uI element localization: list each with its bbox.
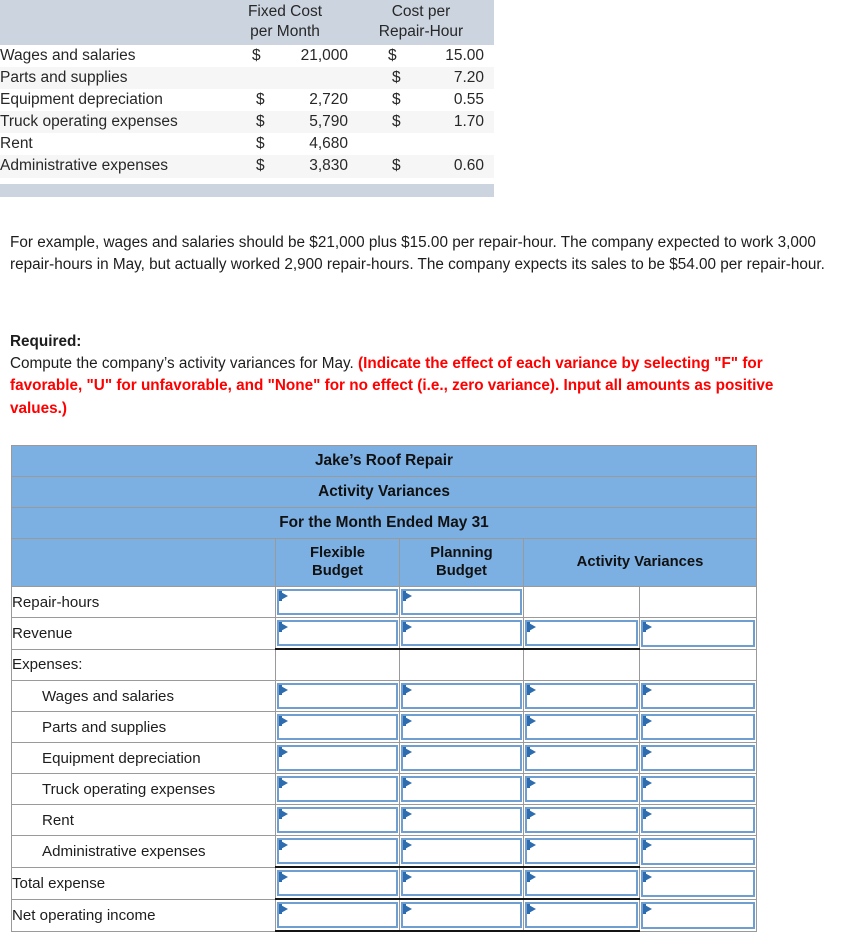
cost-row-rate bbox=[358, 155, 494, 177]
flexible-budget-line1: Flexible bbox=[309, 545, 366, 562]
text-input[interactable] bbox=[401, 589, 522, 615]
input-cell-wages-planning[interactable] bbox=[400, 681, 524, 712]
input-cell-revenue-flexible[interactable] bbox=[276, 618, 400, 650]
input-cell-truck-variance-value[interactable] bbox=[524, 774, 640, 805]
input-cell-rent-planning[interactable] bbox=[400, 805, 524, 836]
input-cell-net-income-variance-value[interactable] bbox=[524, 899, 640, 931]
text-input[interactable] bbox=[277, 589, 398, 615]
table-row bbox=[12, 836, 757, 868]
input-cell-equipment-variance-effect[interactable] bbox=[640, 743, 757, 774]
text-input[interactable] bbox=[401, 714, 522, 740]
fixed-cost-table bbox=[0, 0, 494, 178]
cost-row-fixed-cost bbox=[222, 133, 358, 155]
input-cell-revenue-variance-value[interactable] bbox=[524, 618, 640, 650]
currency-symbol: $ bbox=[256, 135, 265, 153]
cost-row-label: Equipment depreciation bbox=[0, 89, 222, 111]
table-row bbox=[12, 743, 757, 774]
table-row bbox=[12, 712, 757, 743]
input-cell-wages-flexible[interactable] bbox=[276, 681, 400, 712]
input-cell-parts-flexible[interactable] bbox=[276, 712, 400, 743]
cost-header-blank bbox=[0, 0, 222, 45]
input-cell-rent-variance-value[interactable] bbox=[524, 805, 640, 836]
dropdown-select[interactable] bbox=[641, 776, 755, 802]
required-body-text: Compute the company’s activity variances for May. bbox=[10, 355, 359, 373]
table-row bbox=[0, 67, 494, 89]
input-cell-parts-planning[interactable] bbox=[400, 712, 524, 743]
text-input[interactable] bbox=[525, 902, 638, 928]
table-row bbox=[0, 155, 494, 177]
cost-row-label: Rent bbox=[0, 133, 222, 155]
text-input[interactable] bbox=[401, 745, 522, 771]
worksheet-header-activity-variances: Activity Variances bbox=[524, 539, 757, 587]
worksheet-header-flexible-budget bbox=[276, 539, 400, 587]
input-cell-revenue-planning[interactable] bbox=[400, 618, 524, 650]
cost-value: 5,790 bbox=[309, 113, 348, 131]
table-row bbox=[12, 587, 757, 618]
currency-symbol: $ bbox=[392, 157, 401, 175]
row-label-wages-and-salaries: Wages and salaries bbox=[12, 681, 276, 712]
input-cell-net-income-planning[interactable] bbox=[400, 899, 524, 931]
cost-row-rate bbox=[358, 89, 494, 111]
input-cell-parts-variance-value[interactable] bbox=[524, 712, 640, 743]
cost-row-fixed-cost bbox=[222, 89, 358, 111]
text-input[interactable] bbox=[277, 745, 398, 771]
input-cell-total-expense-variance-value[interactable] bbox=[524, 867, 640, 899]
worksheet-title-row-period bbox=[12, 508, 757, 539]
text-input[interactable] bbox=[525, 620, 638, 646]
table-row bbox=[0, 111, 494, 133]
table-row bbox=[0, 89, 494, 111]
cost-row-rate bbox=[358, 133, 494, 155]
dropdown-select[interactable] bbox=[641, 902, 755, 929]
cost-header-cost-per-line2: Repair-Hour bbox=[378, 22, 464, 40]
cost-value: 2,720 bbox=[309, 90, 348, 108]
text-input[interactable] bbox=[277, 807, 398, 833]
cost-value: 3,830 bbox=[309, 157, 348, 175]
cost-row-fixed-cost bbox=[222, 45, 358, 67]
activity-variances-worksheet bbox=[11, 445, 757, 932]
dropdown-select[interactable] bbox=[641, 838, 755, 865]
text-input[interactable] bbox=[525, 776, 638, 802]
input-cell-repair-hours-flexible[interactable] bbox=[276, 587, 400, 618]
cost-row-label: Wages and salaries bbox=[0, 45, 222, 67]
table-row bbox=[12, 681, 757, 712]
row-label-repair-hours: Repair-hours bbox=[12, 587, 276, 618]
flexible-budget-line2: Budget bbox=[312, 562, 363, 579]
input-cell-repair-hours-planning[interactable] bbox=[400, 587, 524, 618]
cost-value: 0.60 bbox=[453, 157, 484, 175]
worksheet-title-row-report bbox=[12, 477, 757, 508]
table-row bbox=[12, 774, 757, 805]
cost-table-footer-band bbox=[0, 184, 494, 197]
worksheet-period: For the Month Ended May 31 bbox=[12, 508, 757, 539]
input-cell-total-expense-planning[interactable] bbox=[400, 867, 524, 899]
planning-budget-line1: Planning bbox=[430, 545, 493, 562]
empty-cell-repair-hours-variance-effect bbox=[640, 587, 757, 618]
cost-value: 4,680 bbox=[309, 135, 348, 153]
cost-header-cost-per-repair-hour bbox=[358, 0, 494, 45]
table-row bbox=[12, 899, 757, 931]
input-cell-parts-variance-effect[interactable] bbox=[640, 712, 757, 743]
table-row bbox=[12, 618, 757, 650]
input-cell-rent-variance-effect[interactable] bbox=[640, 805, 757, 836]
row-label-expenses-heading: Expenses: bbox=[12, 649, 276, 681]
empty-cell-expenses-variance-effect bbox=[640, 649, 757, 681]
empty-cell-expenses-flexible bbox=[276, 649, 400, 681]
row-label-parts-and-supplies: Parts and supplies bbox=[12, 712, 276, 743]
text-input[interactable] bbox=[277, 838, 398, 864]
currency-symbol: $ bbox=[256, 90, 265, 108]
required-title: Required: bbox=[10, 333, 82, 350]
text-input[interactable] bbox=[277, 620, 398, 646]
input-cell-truck-planning[interactable] bbox=[400, 774, 524, 805]
example-paragraph: For example, wages and salaries should be $21,000 plus $15.00 per repair-hour. The company expected to work 3,000 repair-hours in May, but actually worked 2,900 repair-hours. The company expects its sales to be $54.00 per repair-hour. bbox=[10, 234, 825, 274]
text-input[interactable] bbox=[525, 870, 638, 896]
cost-value: 1.70 bbox=[453, 113, 484, 131]
input-cell-equipment-planning[interactable] bbox=[400, 743, 524, 774]
dropdown-select[interactable] bbox=[641, 714, 755, 740]
planning-budget-line2: Budget bbox=[436, 562, 487, 579]
input-cell-admin-planning[interactable] bbox=[400, 836, 524, 868]
input-cell-revenue-variance-effect[interactable] bbox=[640, 618, 757, 650]
row-label-revenue: Revenue bbox=[12, 618, 276, 650]
text-input[interactable] bbox=[277, 776, 398, 802]
text-input[interactable] bbox=[525, 807, 638, 833]
cost-row-label: Administrative expenses bbox=[0, 155, 222, 177]
row-label-rent: Rent bbox=[12, 805, 276, 836]
cost-value: 21,000 bbox=[300, 46, 348, 64]
currency-symbol: $ bbox=[252, 46, 261, 64]
text-input[interactable] bbox=[401, 838, 522, 864]
input-cell-rent-flexible[interactable] bbox=[276, 805, 400, 836]
cost-header-fixed-cost-line2: per Month bbox=[250, 22, 320, 40]
text-input[interactable] bbox=[401, 902, 522, 928]
empty-cell-expenses-planning bbox=[400, 649, 524, 681]
worksheet-title-row-company bbox=[12, 446, 757, 477]
table-row bbox=[0, 133, 494, 155]
input-cell-equipment-flexible[interactable] bbox=[276, 743, 400, 774]
required-instructions bbox=[10, 353, 800, 420]
cost-row-label: Parts and supplies bbox=[0, 67, 222, 89]
cost-row-fixed-cost bbox=[222, 111, 358, 133]
text-input[interactable] bbox=[277, 714, 398, 740]
dropdown-select[interactable] bbox=[641, 683, 755, 709]
dropdown-select[interactable] bbox=[641, 870, 755, 897]
input-cell-net-income-variance-effect[interactable] bbox=[640, 899, 757, 931]
currency-symbol: $ bbox=[392, 68, 401, 86]
dropdown-select[interactable] bbox=[641, 745, 755, 771]
text-input[interactable] bbox=[277, 902, 398, 928]
table-row bbox=[12, 805, 757, 836]
cost-row-fixed-cost bbox=[222, 155, 358, 177]
text-input[interactable] bbox=[401, 776, 522, 802]
input-cell-wages-variance-effect[interactable] bbox=[640, 681, 757, 712]
input-cell-admin-variance-effect[interactable] bbox=[640, 836, 757, 868]
row-label-total-expense: Total expense bbox=[12, 867, 276, 899]
cost-row-rate bbox=[358, 45, 494, 67]
row-label-net-operating-income: Net operating income bbox=[12, 899, 276, 931]
currency-symbol: $ bbox=[392, 113, 401, 131]
cost-header-fixed-cost bbox=[222, 0, 358, 45]
text-input[interactable] bbox=[277, 683, 398, 709]
input-cell-net-income-flexible[interactable] bbox=[276, 899, 400, 931]
input-cell-admin-variance-value[interactable] bbox=[524, 836, 640, 868]
worksheet-header-blank bbox=[12, 539, 276, 587]
table-row bbox=[12, 649, 757, 681]
worksheet-header-planning-budget bbox=[400, 539, 524, 587]
text-input[interactable] bbox=[525, 714, 638, 740]
cost-header-cost-per-line1: Cost per bbox=[391, 3, 451, 20]
worksheet-report-name: Activity Variances bbox=[12, 477, 757, 508]
cost-value: 7.20 bbox=[453, 68, 484, 86]
cost-value: 0.55 bbox=[453, 90, 484, 108]
worksheet-column-header-row bbox=[12, 539, 757, 587]
cost-table-header-row bbox=[0, 0, 494, 45]
empty-cell-expenses-variance-value bbox=[524, 649, 640, 681]
currency-symbol: $ bbox=[256, 157, 265, 175]
input-cell-equipment-variance-value[interactable] bbox=[524, 743, 640, 774]
table-row bbox=[12, 867, 757, 899]
text-input[interactable] bbox=[525, 683, 638, 709]
fixed-cost-table-container bbox=[0, 0, 494, 197]
table-row bbox=[0, 45, 494, 67]
input-cell-truck-flexible[interactable] bbox=[276, 774, 400, 805]
row-label-administrative-expenses: Administrative expenses bbox=[12, 836, 276, 868]
worksheet-company-name: Jake’s Roof Repair bbox=[12, 446, 757, 477]
text-input[interactable] bbox=[525, 838, 638, 864]
currency-symbol: $ bbox=[388, 46, 397, 64]
cost-row-fixed-cost bbox=[222, 67, 358, 89]
input-cell-admin-flexible[interactable] bbox=[276, 836, 400, 868]
dropdown-select[interactable] bbox=[641, 807, 755, 833]
input-cell-total-expense-flexible[interactable] bbox=[276, 867, 400, 899]
text-input[interactable] bbox=[277, 870, 398, 896]
row-label-truck-operating-expenses: Truck operating expenses bbox=[12, 774, 276, 805]
text-input[interactable] bbox=[401, 870, 522, 896]
text-input[interactable] bbox=[525, 745, 638, 771]
row-label-equipment-depreciation: Equipment depreciation bbox=[12, 743, 276, 774]
required-section bbox=[10, 331, 800, 420]
currency-symbol: $ bbox=[256, 113, 265, 131]
currency-symbol: $ bbox=[392, 90, 401, 108]
text-input[interactable] bbox=[401, 683, 522, 709]
dropdown-select[interactable] bbox=[641, 620, 755, 647]
cost-row-label: Truck operating expenses bbox=[0, 111, 222, 133]
cost-row-rate bbox=[358, 111, 494, 133]
input-cell-total-expense-variance-effect[interactable] bbox=[640, 867, 757, 899]
activity-variances-worksheet-container bbox=[11, 445, 756, 932]
empty-cell-repair-hours-variance-value bbox=[524, 587, 640, 618]
text-input[interactable] bbox=[401, 807, 522, 833]
text-input[interactable] bbox=[401, 620, 522, 646]
cost-row-rate bbox=[358, 67, 494, 89]
cost-header-fixed-cost-line1: Fixed Cost bbox=[247, 3, 323, 20]
cost-value: 15.00 bbox=[445, 46, 484, 64]
required-red-text: (Indicate the effect of each variance by selecting "F" for favorable, "U" for unfavorable, and "None" for no effect (i.e., zero variance). Input all amounts as positive values.) bbox=[10, 355, 774, 417]
input-cell-wages-variance-value[interactable] bbox=[524, 681, 640, 712]
input-cell-truck-variance-effect[interactable] bbox=[640, 774, 757, 805]
